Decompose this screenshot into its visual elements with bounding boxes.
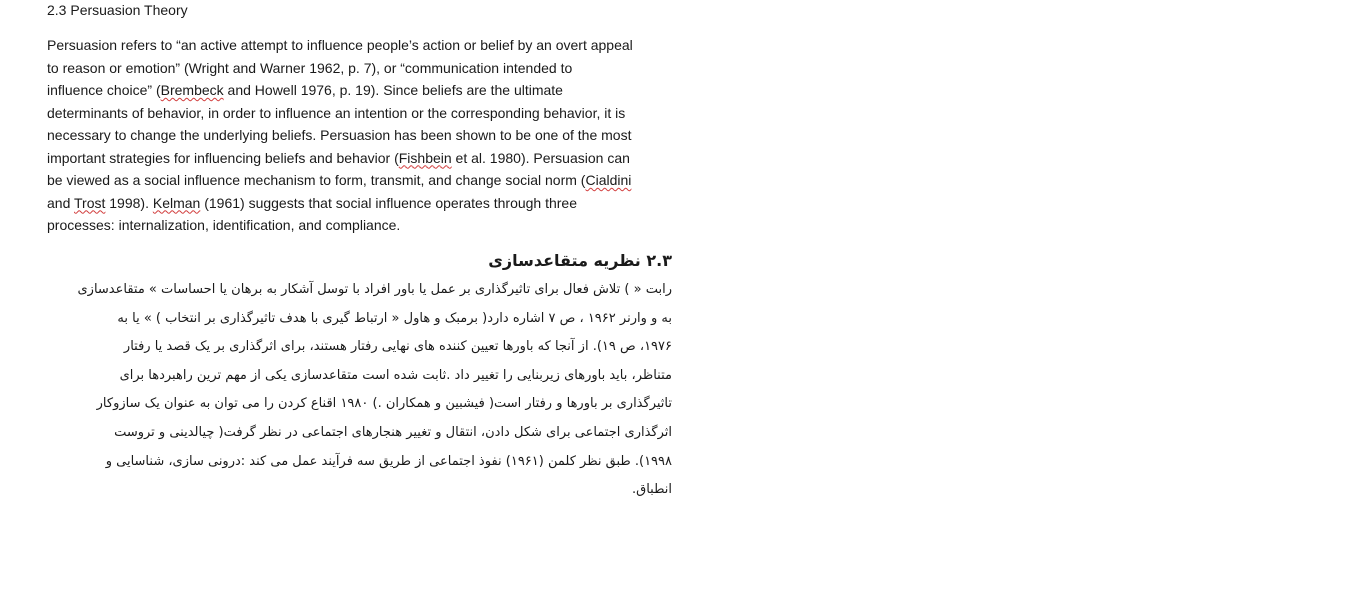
spellcheck-flagged-word: Fishbein	[398, 149, 452, 166]
paragraph-line: تاثیرگذاری بر باورها و رفتار است( فیشبین و همکاران .) ۱۹۸۰ اقناع کردن را می توان به عنوان یک سازوکار	[96, 396, 672, 412]
text-run: 1998).	[105, 194, 153, 211]
paragraph-line	[47, 34, 673, 57]
paragraph-line: به و وارنر ۱۹۶۲ ، ص ۷ اشاره دارد( برمبک و هاول « ارتباط گیری با هدف تاثیرگذاری بر انتخاب ) » یا به	[117, 310, 672, 326]
text-run: determinants of behavior, in order to influence an intention or the corresponding behavior, it is	[47, 104, 626, 121]
paragraph-line	[47, 124, 673, 147]
text-run: necessary to change the underlying beliefs. Persuasion has been shown to be one of the most	[47, 127, 632, 143]
paragraph-line: انطباق.	[632, 482, 672, 498]
text-run: Persuasion refers to “an active attempt to influence people’s action or belief by an overt appeal	[47, 37, 633, 53]
paragraph-line	[47, 214, 673, 237]
text-run: important strategies for influencing beliefs and behavior (	[47, 149, 399, 166]
text-run: et al. 1980). Persuasion can	[451, 149, 630, 166]
paragraph-line	[47, 102, 673, 125]
spellcheck-flagged-word: Trost	[74, 194, 106, 211]
text-run: (1961) suggests that social influence operates through three	[200, 194, 578, 211]
paragraph-line	[47, 169, 673, 192]
text-run: to reason or emotion” (Wright and Warner 1962, p. 7), or “communication intended to	[47, 59, 573, 76]
paragraph-line: متناظر، باید باورهای زیربنایی را تغییر داد .ثابت شده است متقاعدسازی یکی از مهم ترین راهبردها برای	[119, 367, 672, 383]
paragraph-line: ۱۹۷۶، ص ۱۹). از آنجا که باورها تعیین کننده های نهایی رفتار هستند، برای اثرگذاری بر یک قصد یا رفتار	[123, 339, 672, 355]
spellcheck-flagged-word: Brembeck	[160, 82, 224, 98]
spellcheck-flagged-word: Kelman	[152, 194, 201, 211]
text-run: and Howell 1976, p. 19). Since beliefs are the ultimate	[223, 82, 563, 98]
text-run: be viewed as a social influence mechanism to form, transmit, and change social norm (	[47, 172, 586, 188]
text-run: processes: internalization, identification, and compliance.	[47, 217, 401, 233]
paragraph-line	[47, 57, 673, 80]
paragraph-persian	[40, 276, 672, 505]
paragraph-english	[47, 34, 673, 237]
section-heading-english: 2.3 Persuasion Theory	[47, 2, 188, 18]
paragraph-line: رابت « ) تلاش فعال برای تاثیرگذاری بر عمل یا باور افراد با توسل آشکار به برهان یا احساسات » متقاعدسازی	[77, 282, 672, 297]
paragraph-line	[47, 79, 673, 102]
section-heading-persian: ۲.۳ نظریه متقاعدسازی	[488, 251, 672, 270]
paragraph-line: ۱۹۹۸). طبق نظر کلمن (۱۹۶۱) نفوذ اجتماعی از طریق سه فرآیند عمل می کند :درونی سازی، شناسایی و	[105, 453, 672, 469]
text-run: and	[47, 194, 74, 211]
text-run: influence choice” (	[47, 82, 161, 98]
paragraph-line	[47, 192, 673, 215]
paragraph-line: اثرگذاری اجتماعی برای شکل دادن، انتقال و تغییر هنجارهای اجتماعی در نظر گرفت( چیالدینی و تروست	[114, 424, 672, 440]
spellcheck-flagged-word: Cialdini	[585, 172, 632, 188]
paragraph-line	[47, 147, 673, 170]
